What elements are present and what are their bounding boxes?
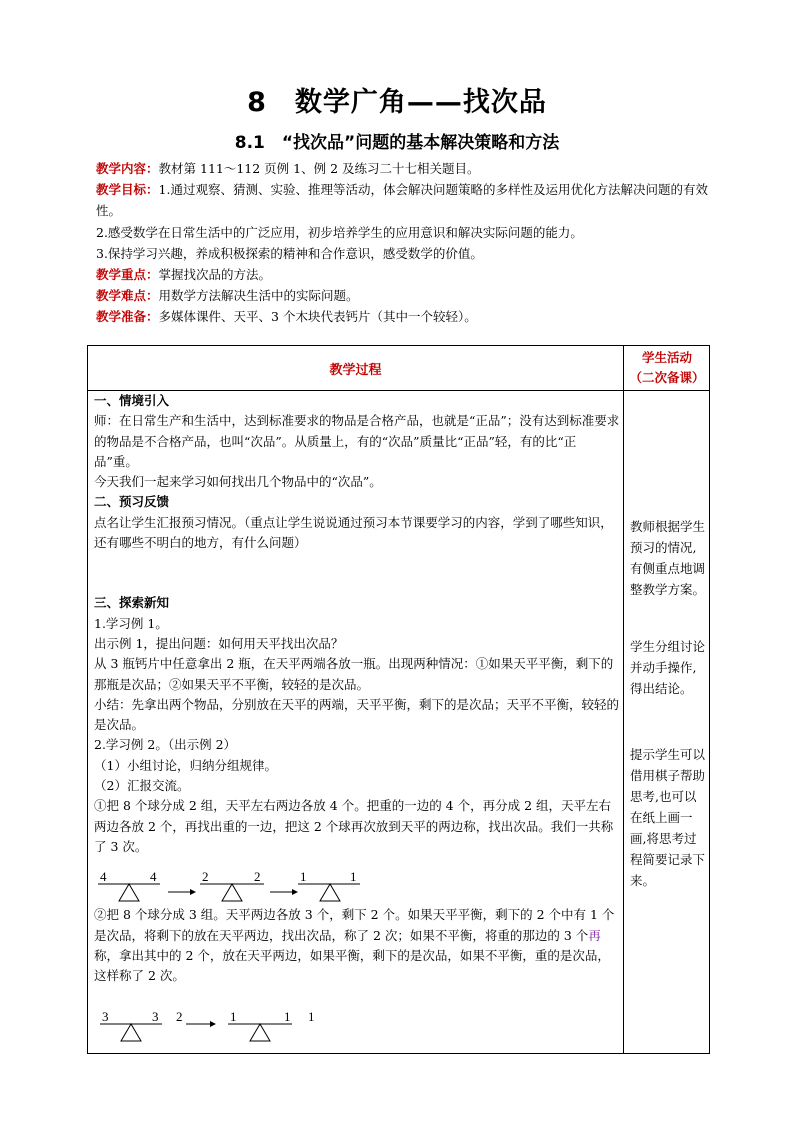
- scale1-right-c: 1: [350, 869, 357, 884]
- sec1-p1: 师：在日常生产和生活中，达到标准要求的物品是合格产品，也就是“正品”；没有达到标准要求的物品是不合格产品，也叫“次品”。从质量上，有的“次品”质量比“正品”轻，有的比“正品”重。: [94, 413, 620, 469]
- balance-diagram-1: [94, 866, 394, 906]
- scale2-right-a: 3: [152, 1009, 159, 1024]
- side-note-1: 教师根据学生预习的情况,有侧重点地调整教学方案。: [630, 519, 706, 597]
- teaching-process-table: [87, 345, 710, 1054]
- sec1-p2: 今天我们一起来学习如何找出几个物品中的“次品”。: [94, 474, 382, 490]
- key-text: 掌握找次品的方法。: [158, 267, 272, 283]
- lesson-meta: [96, 158, 716, 328]
- scale1-left-c: 1: [300, 869, 307, 884]
- sec3-title: 三、探索新知: [94, 595, 170, 611]
- key-label: 教学重点：: [96, 267, 159, 283]
- scale1-right-a: 4: [150, 869, 157, 884]
- header-teaching-process: 教学过程: [329, 362, 382, 378]
- ex2-method2: ②把 8 个球分成 3 组。天平两边各放 3 个，剩下 2 个。如果天平平衡，剩下的 2 个中有 1 个是次品，将剩下的放在天平两边，找出次品，称了 2 次；如果不平衡，将重的那边的 3 个再称，拿出其中的 2 个，放在天平两边，如果平衡，剩下的是次品，如果不平衡，重的是次品，这样称了 2 次。: [94, 907, 615, 984]
- page-title: 8 数学广角——找次品: [247, 87, 547, 118]
- sec2-p1: 点名让学生汇报预习情况。（重点让学生说说通过预习本节课要学习的内容，学到了哪些知识，还有哪些不明白的地方，有什么问题）: [94, 514, 613, 551]
- header-side-line2: （二次备课）: [629, 370, 705, 385]
- scale1-right-b: 2: [254, 869, 261, 884]
- goal-1: 1.通过观察、猜测、实验、推理等活动，体会解决问题策略的多样性及运用优化方法解决问题的有效性。: [96, 182, 708, 219]
- ex2-step1: （1）小组讨论，归纳分组规律。: [94, 757, 277, 773]
- scale2-left-b: 1: [230, 1009, 237, 1024]
- side-note-3: 提示学生可以借用棋子帮助思考,也可以在纸上画一画,将思考过程简要记录下来。: [630, 747, 706, 888]
- section-subtitle: 8.1 “找次品”问题的基本解决策略和方法: [234, 133, 560, 153]
- spacer: [94, 553, 620, 593]
- ex1-question: 出示例 1，提出问题：如何用天平找出次品？: [94, 635, 344, 651]
- column-divider: [623, 346, 624, 1053]
- scale2-rest: 2: [176, 1009, 183, 1024]
- scale1-left-b: 2: [202, 869, 209, 884]
- ex2-title: 2.学习例 2。（出示例 2）: [94, 737, 237, 753]
- goal-3: 3.保持学习兴趣，养成积极探索的精神和合作意识，感受数学的价值。: [96, 245, 483, 261]
- header-side-line1: 学生活动: [641, 350, 692, 365]
- prep-label: 教学准备：: [96, 309, 159, 325]
- scale1-left-a: 4: [100, 869, 107, 884]
- ex2-step2: （2）汇报交流。: [94, 778, 190, 794]
- scale2-left-a: 3: [102, 1009, 109, 1024]
- ex2-method1: ①把 8 个球分成 2 组，天平左右两边各放 4 个。把重的一边的 4 个，再分成 2 组，天平左右两边各放 2 个，再找出重的一边，把这 2 个球再次放到天平的两边称，找出次品。我们一共称了 3 次。: [94, 798, 614, 854]
- sec1-title: 一、情境引入: [94, 393, 170, 408]
- content-label: 教学内容：: [96, 161, 159, 176]
- highlight-word: 再: [588, 927, 601, 943]
- difficulty-text: 用数学方法解决生活中的实际问题。: [158, 288, 359, 304]
- balance-diagram-2: [94, 1006, 394, 1046]
- content-text: 教材第 111～112 页例 1、例 2 及练习二十七相关题目。: [158, 161, 480, 176]
- ex1-title: 1.学习例 1。: [94, 615, 168, 631]
- side-note-2: 学生分组讨论并动手操作,得出结论。: [630, 639, 706, 696]
- goal-label: 教学目标：: [96, 182, 159, 198]
- sec2-title: 二、预习反馈: [94, 494, 170, 510]
- scale2-right-b: 1: [284, 1009, 291, 1024]
- header-student-activity: [624, 346, 710, 390]
- difficulty-label: 教学难点：: [96, 288, 159, 304]
- ex1-summary: 小结：先拿出两个物品，分别放在天平的两端，天平平衡，剩下的是次品；天平不平衡，较轻的是次品。: [94, 696, 620, 733]
- prep-text: 多媒体课件、天平、3 个木块代表钙片（其中一个较轻）。: [158, 309, 477, 325]
- scale2-extra: 1: [308, 1009, 315, 1024]
- ex1-paragraph: 从 3 瓶钙片中任意拿出 2 瓶，在天平两端各放一瓶。出现两种情况：①如果天平平衡，剩下的那瓶是次品；②如果天平不平衡，较轻的是次品。: [94, 656, 614, 692]
- goal-2: 2.感受数学在日常生活中的广泛应用，初步培养学生的应用意识和解决实际问题的能力。: [96, 224, 583, 240]
